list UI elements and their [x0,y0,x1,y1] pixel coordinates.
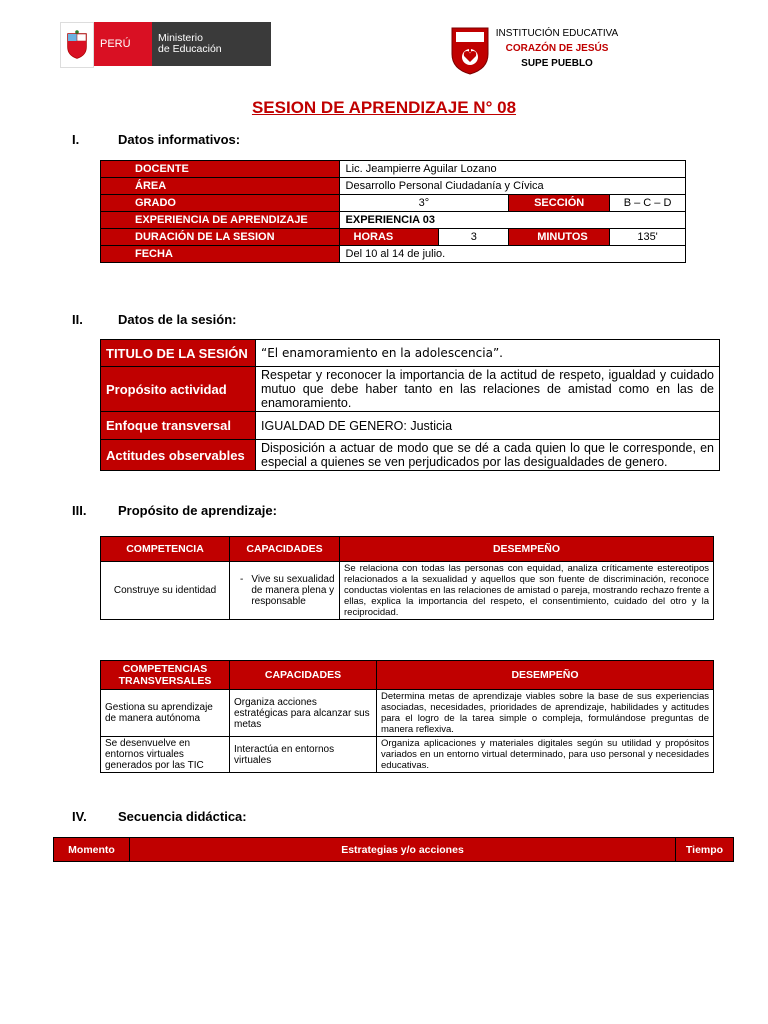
brand-ministry: Ministerio de Educación [152,22,271,66]
section-number: II. [72,312,83,327]
section-title: Datos informativos: [118,132,241,147]
competencia-value: Se desenvuelve en entornos virtuales generados por las TIC [101,737,230,773]
actitudes-label: Actitudes observables [101,440,256,471]
horas-value: 3 [439,229,509,246]
actitudes-value: Disposición a actuar de modo que se dé a cada quien lo que le corresponde, en especial a quienes se ven perjudicados por las desigualdades de genero. [256,440,720,471]
docente-label: DOCENTE [101,161,340,178]
capacidad-cell [230,562,340,620]
docente-value: Lic. Jeampierre Aguilar Lozano [339,161,685,178]
area-label: ÁREA [101,178,340,195]
section-title: Datos de la sesión: [118,312,237,327]
institution-label: INSTITUCIÓN EDUCATIVA [495,28,619,39]
brand-country: PERÚ [94,22,152,66]
bullet: - [240,574,244,585]
horas-label: HORAS [339,229,439,246]
enfoque-value: IGUALDAD DE GENERO: Justicia [256,412,720,440]
duracion-label: DURACIÓN DE LA SESION [101,229,340,246]
header-tiempo: Tiempo [676,838,734,862]
proposito-label: Propósito actividad [101,367,256,412]
seccion-label: SECCIÓN [509,195,610,212]
institution-info [482,26,632,71]
capacidad-value: Interactúa en entornos virtuales [230,737,377,773]
header-momento: Momento [54,838,130,862]
capacidad-value: Organiza acciones estratégicas para alcanzar sus metas [230,690,377,737]
section-title: Propósito de aprendizaje: [118,503,277,518]
institution-name: CORAZÓN DE JESÚS [505,43,609,54]
fecha-value: Del 10 al 14 de julio. [339,246,685,263]
header-desempeno: DESEMPEÑO [340,537,714,562]
secuencia-table [53,837,734,862]
header-capacidades: CAPACIDADES [230,537,340,562]
proposito-value: Respetar y reconocer la importancia de la actitud de respeto, igualdad y cuidado mutuo que debe haber tanto en las relaciones de amistad como en las de enamoramiento. [256,367,720,412]
header-desempeno: DESEMPEÑO [377,661,714,690]
datos-sesion-table [100,339,720,471]
experiencia-value: EXPERIENCIA 03 [339,212,685,229]
titulo-value: “El enamoramiento en la adolescencia”. [256,340,720,367]
header-estrategias: Estrategias y/o acciones [130,838,676,862]
desempeno-value: Se relaciona con todas las personas con equidad, analiza críticamente estereotipos relacionados a la sexualidad y aquellos que son fuente de discriminación, reconoce conductas violentas en las relaciones de amistad o pareja, mostrando rechazo frente a ellas, explica la importancia del respeto, el consentimiento, cuidado del otro y la reciprocidad. [340,562,714,620]
header-competencias-transversales: COMPETENCIAS TRANSVERSALES [101,661,230,690]
desempeno-value: Organiza aplicaciones y materiales digitales según su utilidad y propósitos variados en un entorno virtual determinado, para uso personal y necesidades educativas. [377,737,714,773]
grado-value: 3° [339,195,509,212]
peru-shield-icon [60,22,94,68]
page-title: SESION DE APRENDIZAJE N° 08 [251,98,517,117]
header-capacidades: CAPACIDADES [230,661,377,690]
area-value: Desarrollo Personal Ciudadanía y Cívica [339,178,685,195]
competencia-value: Construye su identidad [101,562,230,620]
header-competencia: COMPETENCIA [101,537,230,562]
competencia-value: Gestiona su aprendizaje de manera autónoma [101,690,230,737]
section-number: IV. [72,809,87,824]
datos-informativos-table [100,160,686,263]
desempeno-value: Determina metas de aprendizaje viables sobre la base de sus experiencias asociadas, necesidades, prioridades de aprendizaje, habilidades y actitudes para el logro de la tarea simple o compleja, formulándose preguntas de manera reflexiva. [377,690,714,737]
seccion-value: B – C – D [610,195,686,212]
minedu-logo [60,22,271,66]
section-number: I. [72,132,80,147]
minutos-label: MINUTOS [509,229,610,246]
fecha-label: FECHA [101,246,340,263]
section-number: III. [72,503,87,518]
capacidad-value: Vive su sexualidad de manera plena y responsable [251,574,335,607]
enfoque-label: Enfoque transversal [101,412,256,440]
grado-label: GRADO [101,195,340,212]
transversales-table [100,660,714,773]
section-title: Secuencia didáctica: [118,809,247,824]
institution-place: SUPE PUEBLO [521,58,593,69]
table-row [101,737,714,773]
minutos-value: 135' [610,229,686,246]
experiencia-label: EXPERIENCIA DE APRENDIZAJE [101,212,340,229]
titulo-label: TITULO DE LA SESIÓN [101,340,256,367]
table-row [101,690,714,737]
proposito-table [100,536,714,620]
